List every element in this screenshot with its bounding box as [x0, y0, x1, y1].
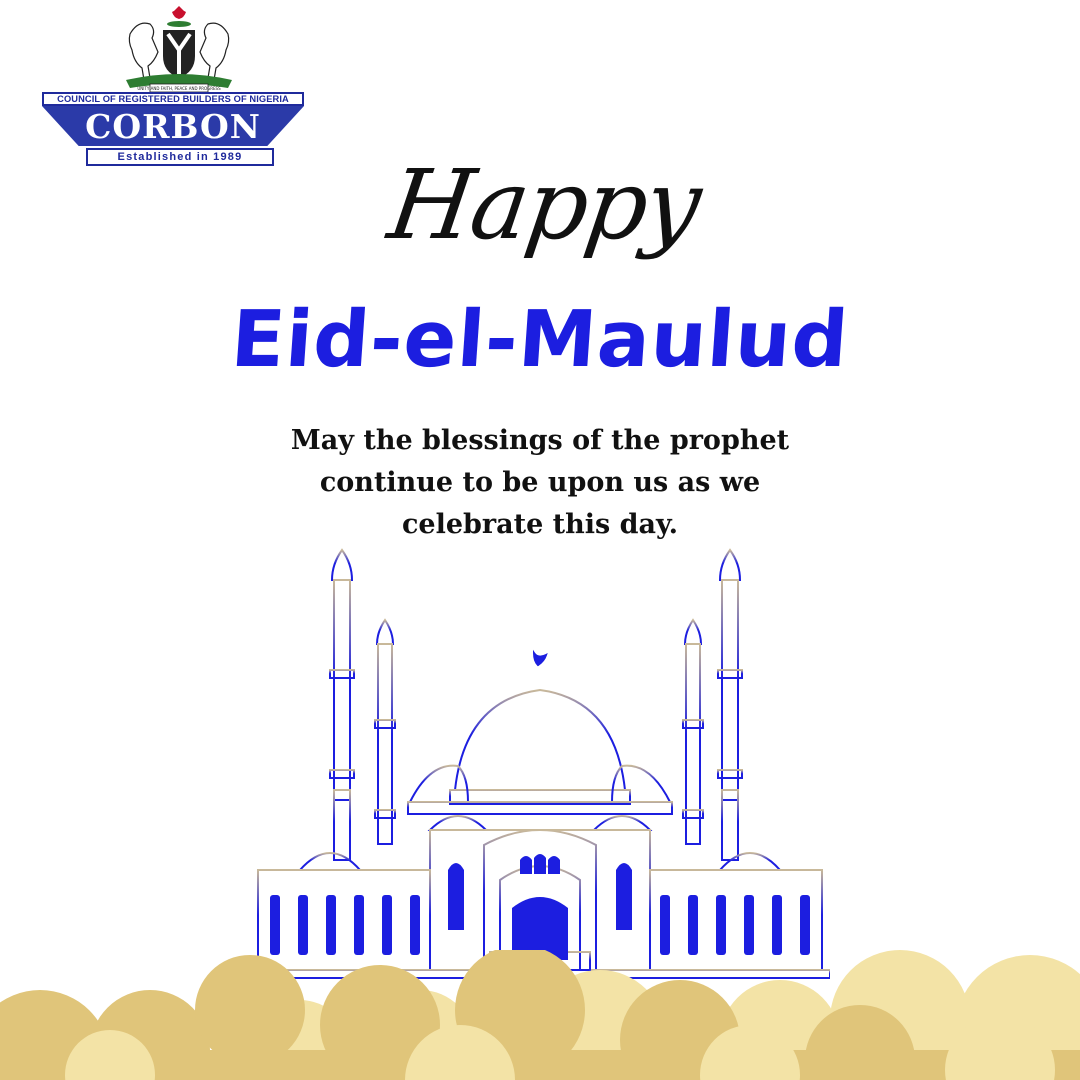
clouds-icon [0, 950, 1080, 1080]
established-label: Established in 1989 [86, 148, 274, 166]
mosque-icon [250, 540, 830, 980]
crest-motto: UNITY AND FAITH, PEACE AND PROGRESS [137, 86, 221, 91]
greeting-eid-el-maulud: Eid-el-Maulud [228, 295, 852, 385]
corbon-acronym: CORBON [85, 107, 261, 146]
minaret-right-outer [718, 550, 742, 860]
minaret-right-inner [683, 620, 703, 844]
corbon-banner [42, 92, 304, 174]
council-name: COUNCIL OF REGISTERED BUILDERS OF NIGERIA [42, 92, 304, 106]
corbon-logo [20, 0, 310, 180]
message-line-3: celebrate this day. [401, 509, 679, 540]
message-line-2: continue to be upon us as we [319, 467, 761, 498]
blessing-message [240, 420, 840, 546]
message-line-1: May the blessings of the prophet [290, 425, 790, 456]
minaret-left-outer [330, 550, 354, 860]
greeting-happy: Happy [382, 149, 706, 261]
minaret-left-inner [375, 620, 395, 844]
coat-of-arms-icon [120, 4, 238, 96]
